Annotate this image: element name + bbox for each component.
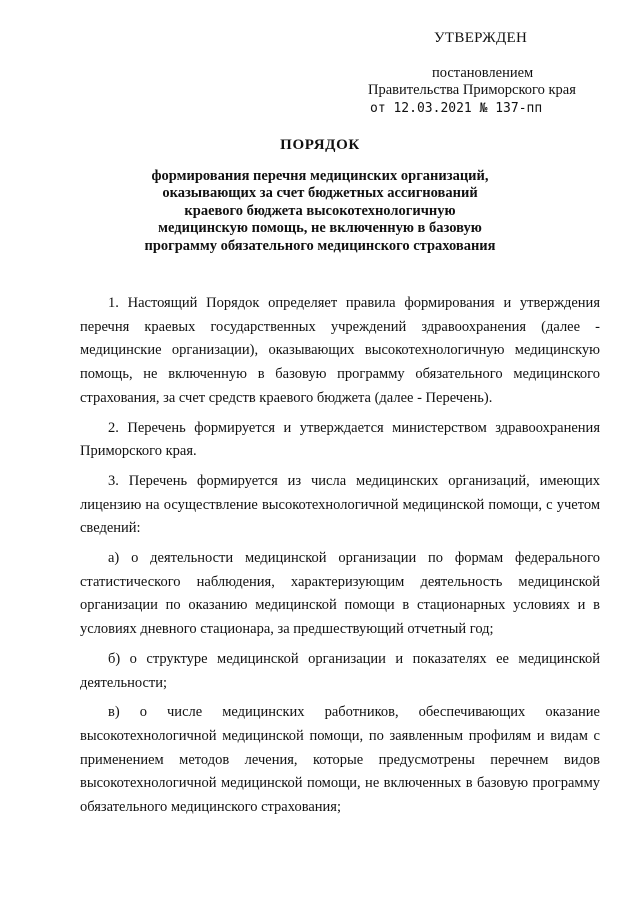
paragraph-3: 3. Перечень формируется из числа медицинских организаций, имеющих лицензию на осуществление высокотехнологичной медицинской помощи, с учетом сведений: bbox=[80, 472, 600, 537]
paragraph-2: 2. Перечень формируется и утверждается министерством здравоохранения Приморского края. bbox=[80, 419, 600, 460]
subtitle-line: формирования перечня медицинских организаций, bbox=[151, 168, 489, 184]
document-body bbox=[80, 292, 600, 826]
paragraph-1: 1. Настоящий Порядок определяет правила формирования и утверждения перечня краевых государственных учреждений здравоохранения (далее - медицинские организации), оказывающих высокотехнологичную медицинскую помощь, не включенную в базовую программу обязательного медицинского страхования, за счет средств краевого бюджета (далее - Перечень). bbox=[80, 295, 600, 406]
approval-stamp: УТВЕРЖДЕН bbox=[434, 30, 528, 46]
decree-date-number: от 12.03.2021 № 137-пп bbox=[370, 101, 543, 116]
subtitle-line: оказывающих за счет бюджетных ассигнований bbox=[162, 185, 478, 202]
subtitle-line: медицинскую помощь, не включенную в базовую bbox=[158, 220, 482, 237]
document-subtitle bbox=[100, 168, 540, 255]
subtitle-line: программу обязательного медицинского страхования bbox=[144, 237, 496, 254]
approval-government: Правительства Приморского края bbox=[368, 82, 576, 98]
paragraph-3b: б) о структуре медицинской организации и показателях ее медицинской деятельности; bbox=[80, 650, 600, 691]
subtitle-line: краевого бюджета высокотехнологичную bbox=[184, 202, 456, 219]
document-title: ПОРЯДОК bbox=[280, 137, 360, 153]
approval-by-decree: постановлением bbox=[432, 65, 534, 81]
paragraph-3a: а) о деятельности медицинской организации по формам федерального статистического наблюдения, характеризующим деятельность медицинской организации по оказанию медицинской помощи в стационарных условиях и в условиях дневного стационара, за предшествующий отчетный год; bbox=[80, 550, 600, 638]
paragraph-3c: в) о числе медицинских работников, обеспечивающих оказание высокотехнологичной медицинской помощи, по заявленным профилям и видам с применением методов лечения, которые предусмотрены перечнем видов высокотехнологичной медицинской помощи, не включенных в базовую программу обязательного медицинского страхования; bbox=[80, 704, 600, 816]
